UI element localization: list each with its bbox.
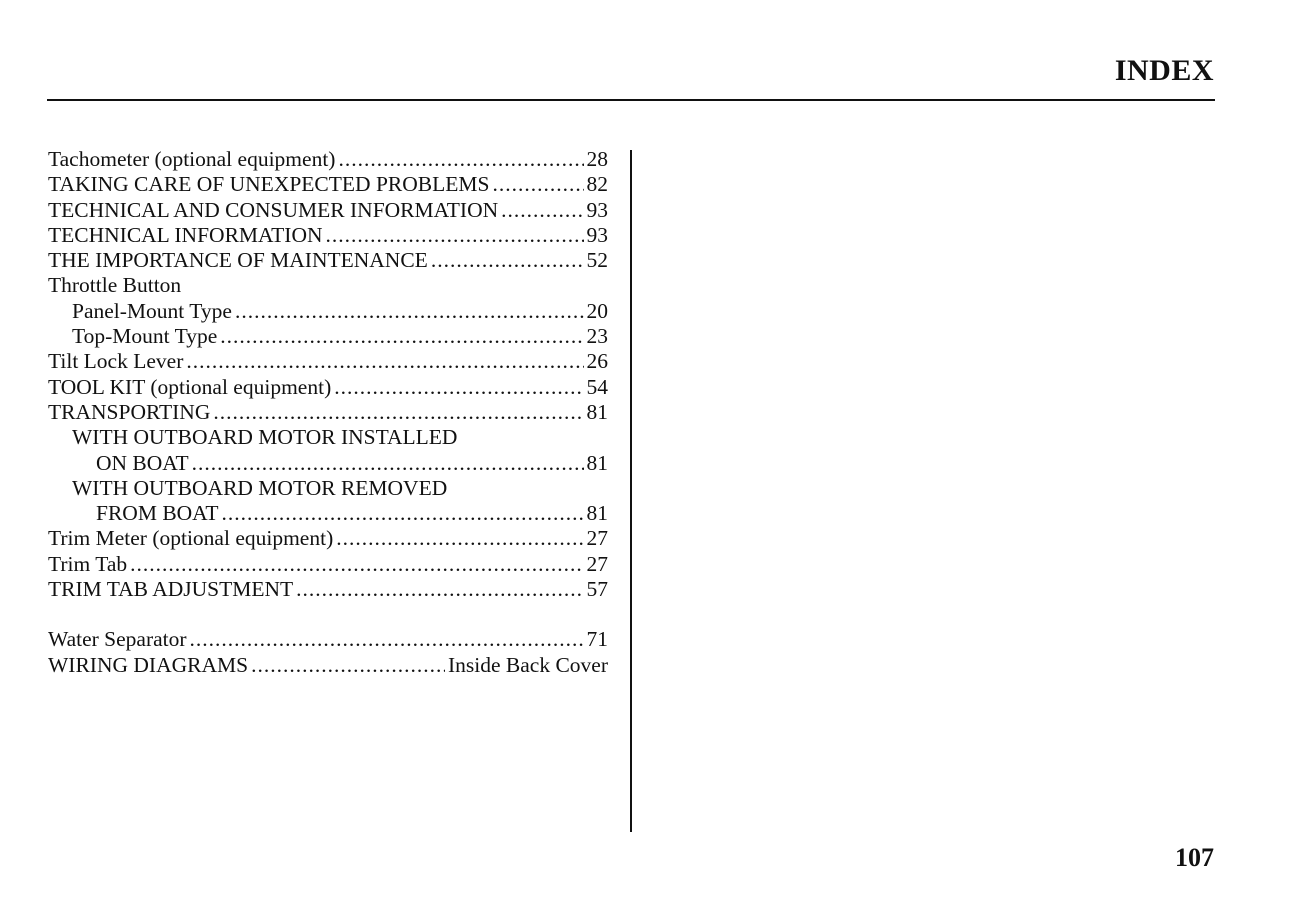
entry-label: WITH OUTBOARD MOTOR INSTALLED	[72, 425, 458, 450]
entry-label: Water Separator	[48, 627, 187, 652]
dot-leader	[336, 526, 583, 551]
entry-label: Top-Mount Type	[72, 324, 218, 349]
column-divider	[630, 150, 632, 832]
index-entry	[48, 349, 608, 374]
entry-label: TECHNICAL AND CONSUMER INFORMATION	[48, 197, 499, 222]
dot-leader	[220, 324, 583, 349]
dot-leader	[130, 552, 583, 577]
dot-leader	[221, 501, 583, 526]
entry-label: Tachometer (optional equipment)	[48, 147, 336, 171]
index-entry	[48, 273, 608, 298]
dot-leader	[190, 627, 584, 652]
dot-leader	[326, 223, 584, 248]
index-entry	[48, 577, 608, 602]
entry-label: Trim Tab	[48, 551, 128, 576]
entry-page: 81	[586, 501, 608, 526]
index-subentry	[48, 324, 608, 349]
entry-label: TOOL KIT (optional equipment)	[48, 374, 332, 399]
dot-leader	[431, 248, 584, 273]
dot-leader	[186, 349, 583, 374]
entry-page: 54	[586, 374, 608, 399]
entry-page: 27	[586, 551, 608, 576]
index-subentry	[48, 425, 608, 450]
page-number: 107	[1175, 843, 1214, 872]
index-subentry	[48, 451, 608, 476]
index-list	[48, 147, 608, 678]
entry-page: 20	[586, 298, 608, 323]
entry-page: 71	[586, 627, 608, 652]
entry-label: TRANSPORTING	[48, 399, 211, 424]
dot-leader	[235, 299, 584, 324]
entry-label: Panel-Mount Type	[72, 298, 232, 323]
entry-page: 28	[586, 147, 608, 171]
entry-label: TRIM TAB ADJUSTMENT	[48, 577, 294, 602]
dot-leader	[334, 375, 583, 400]
entry-label: TECHNICAL INFORMATION	[48, 222, 323, 247]
entry-page: 81	[586, 399, 608, 424]
dot-leader	[501, 198, 583, 223]
entry-label: Trim Meter (optional equipment)	[48, 526, 334, 551]
entry-label: Throttle Button	[48, 273, 182, 298]
entry-page: 23	[586, 324, 608, 349]
dot-leader	[296, 577, 583, 602]
index-entry	[48, 627, 608, 652]
entry-label: TAKING CARE OF UNEXPECTED PROBLEMS	[48, 172, 490, 197]
entry-page: 81	[586, 450, 608, 475]
entry-label: Tilt Lock Lever	[48, 349, 184, 374]
dot-leader	[213, 400, 583, 425]
entry-page: 82	[586, 172, 608, 197]
index-subentry	[48, 476, 608, 501]
index-entry	[48, 375, 608, 400]
dot-leader	[338, 147, 583, 172]
dot-leader	[492, 172, 583, 197]
entry-page: 27	[586, 526, 608, 551]
header-rule	[47, 99, 1215, 101]
entry-page: 52	[586, 248, 608, 273]
index-entry	[48, 198, 608, 223]
index-subentry	[48, 501, 608, 526]
index-entry	[48, 526, 608, 551]
index-entry	[48, 248, 608, 273]
index-entry	[48, 223, 608, 248]
entry-label: FROM BOAT	[96, 501, 219, 526]
dot-leader	[192, 451, 584, 476]
entry-label: WITH OUTBOARD MOTOR REMOVED	[72, 475, 448, 500]
entry-page: 26	[586, 349, 608, 374]
entry-label: WIRING DIAGRAMS	[48, 652, 249, 677]
index-entry	[48, 147, 608, 172]
entry-page: 57	[586, 577, 608, 602]
index-entry	[48, 400, 608, 425]
dot-leader	[251, 653, 445, 678]
entry-page: Inside Back Cover	[447, 652, 608, 677]
index-subentry	[48, 299, 608, 324]
index-entry	[48, 552, 608, 577]
page-title: INDEX	[1114, 54, 1214, 87]
entry-label: ON BOAT	[96, 450, 189, 475]
entry-page: 93	[586, 222, 608, 247]
entry-page: 93	[586, 197, 608, 222]
index-entry	[48, 172, 608, 197]
entry-label: THE IMPORTANCE OF MAINTENANCE	[48, 248, 428, 273]
index-entry	[48, 653, 608, 678]
